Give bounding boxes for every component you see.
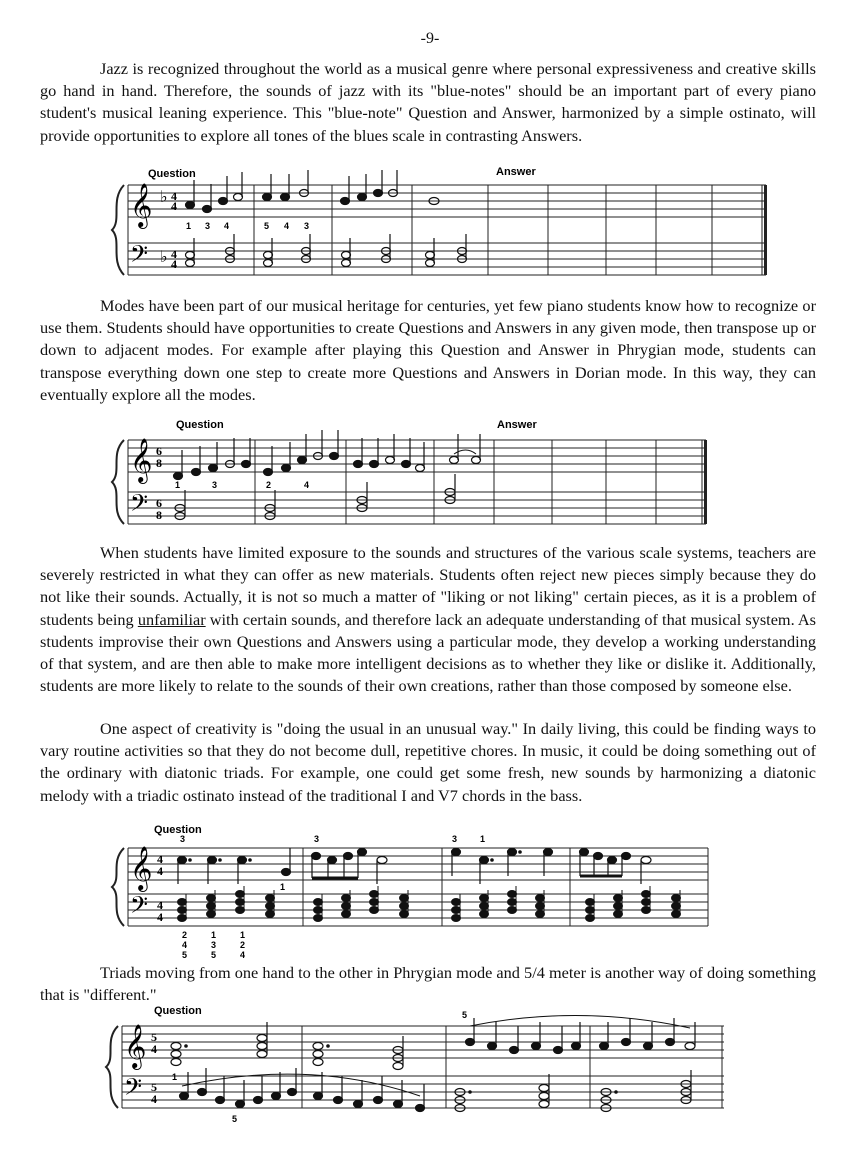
question-label: Question — [176, 419, 224, 431]
svg-text:5: 5 — [232, 1114, 238, 1124]
svg-text:4: 4 — [151, 1092, 157, 1106]
svg-text:5: 5 — [211, 950, 217, 960]
answer-label: Answer — [497, 419, 537, 431]
paragraph-jazz: Jazz is recognized throughout the world as a musical genre where personal expressiveness and creative skills go hand in hand. Therefore, the sounds of jazz with its "blue-notes" should be an important part of every piano student's musical leaning experience. This "blue-note" Question and Answer, harmonized by a simple ostinato, will provide opportunities to explore all tones of the blues scale in contrasting Answers. — [40, 59, 816, 145]
music-example-phrygian-5-4 — [0, 1002, 860, 1127]
svg-text:5: 5 — [151, 1080, 157, 1094]
paragraph-scale-systems: When students have limited exposure to the sounds and structures of the various scale systems, teachers are severely restricted in what they can offer as new materials. Students often reject new pieces simply because they do not like their sounds. Actually, it is not so much a matter of "liking or not liking" certain pieces, as it is a problem of students being unfamiliar with certain sounds, and therefore lack an adequate understanding of that musical system. As students improvise their own Questions and Answers using a particular mode, they develop a working understanding of that system, and are then able to make more intelligent decisions as to whether they like or dislike it. Additionally, students are more likely to relate to the sounds of their own creations, rather than those composed by someone else. — [40, 543, 816, 696]
svg-text:𝄞: 𝄞 — [124, 1024, 147, 1068]
svg-text:1: 1 — [175, 480, 181, 490]
svg-text:1: 1 — [186, 221, 192, 231]
svg-text:4: 4 — [304, 480, 310, 490]
svg-text:𝄞: 𝄞 — [130, 438, 153, 482]
svg-text:𝄢: 𝄢 — [124, 1073, 143, 1106]
svg-text:8: 8 — [156, 508, 162, 522]
svg-text:6: 6 — [156, 444, 162, 458]
svg-text:3: 3 — [205, 221, 211, 231]
music-example-blues — [0, 160, 860, 285]
svg-text:1: 1 — [480, 834, 486, 844]
svg-text:4: 4 — [182, 940, 188, 950]
svg-text:4: 4 — [151, 1042, 157, 1056]
svg-text:1: 1 — [280, 882, 286, 892]
svg-text:♭: ♭ — [160, 249, 168, 266]
svg-text:𝄢: 𝄢 — [130, 240, 149, 273]
svg-text:𝄞: 𝄞 — [130, 846, 153, 890]
svg-text:5: 5 — [462, 1010, 468, 1020]
svg-text:2: 2 — [182, 930, 188, 940]
svg-text:4: 4 — [284, 221, 290, 231]
svg-text:♭: ♭ — [160, 189, 168, 206]
question-label: Question — [154, 1005, 202, 1017]
svg-text:6: 6 — [156, 496, 162, 510]
svg-text:𝄢: 𝄢 — [130, 891, 149, 924]
svg-text:3: 3 — [314, 834, 320, 844]
svg-text:2: 2 — [266, 480, 272, 490]
svg-text:𝄞: 𝄞 — [130, 183, 153, 227]
svg-text:3: 3 — [180, 834, 186, 844]
svg-text:4: 4 — [157, 852, 163, 866]
svg-text:4: 4 — [157, 898, 163, 912]
svg-text:1: 1 — [211, 930, 217, 940]
svg-text:3: 3 — [212, 480, 218, 490]
svg-text:3: 3 — [304, 221, 310, 231]
paragraph-modes: Modes have been part of our musical heritage for centuries, yet few piano students know how to recognize or use them. Students should have opportunities to create Questions and Answers in any given mode, then transpose up or down to adjacent modes. For example after playing this Question and Answer in Phrygian mode, students can transpose everything down one step to create more Questions and Answers in Dorian mode. In this way, they can eventually explore all the modes. — [40, 296, 816, 404]
svg-text:4: 4 — [171, 247, 177, 261]
svg-text:𝄢: 𝄢 — [130, 489, 149, 522]
svg-text:4: 4 — [224, 221, 230, 231]
paragraph-phrygian-triads: Triads moving from one hand to the other in Phrygian mode and 5/4 meter is another way of doing something that is "different." — [40, 963, 816, 1005]
svg-text:3: 3 — [452, 834, 458, 844]
svg-text:5: 5 — [264, 221, 270, 231]
music-example-triadic-ostinato — [0, 818, 860, 958]
question-label: Question — [148, 168, 196, 180]
music-example-phrygian — [0, 412, 860, 537]
answer-label: Answer — [496, 166, 536, 178]
svg-text:5: 5 — [151, 1030, 157, 1044]
svg-text:1: 1 — [172, 1072, 178, 1082]
svg-text:4: 4 — [157, 864, 163, 878]
svg-text:8: 8 — [156, 456, 162, 470]
svg-text:4: 4 — [171, 257, 177, 271]
svg-text:4: 4 — [157, 910, 163, 924]
svg-text:3: 3 — [211, 940, 217, 950]
svg-text:4: 4 — [171, 189, 177, 203]
svg-text:1: 1 — [240, 930, 246, 940]
svg-text:4: 4 — [240, 950, 246, 960]
svg-text:2: 2 — [240, 940, 246, 950]
question-label: Question — [154, 824, 202, 836]
svg-text:5: 5 — [182, 950, 188, 960]
paragraph-creativity: One aspect of creativity is "doing the usual in an unusual way." In daily living, this could be finding ways to vary routine activities so that they do not become dull, repetitive chores. In music, it could be doing something out of the ordinary with diatonic triads. For example, one could get some fresh, new sounds by harmonizing a diatonic melody with a triadic ostinato instead of the traditional I and V7 chords in the bass. — [40, 719, 816, 805]
page-number: -9- — [420, 30, 440, 47]
svg-text:4: 4 — [171, 199, 177, 213]
